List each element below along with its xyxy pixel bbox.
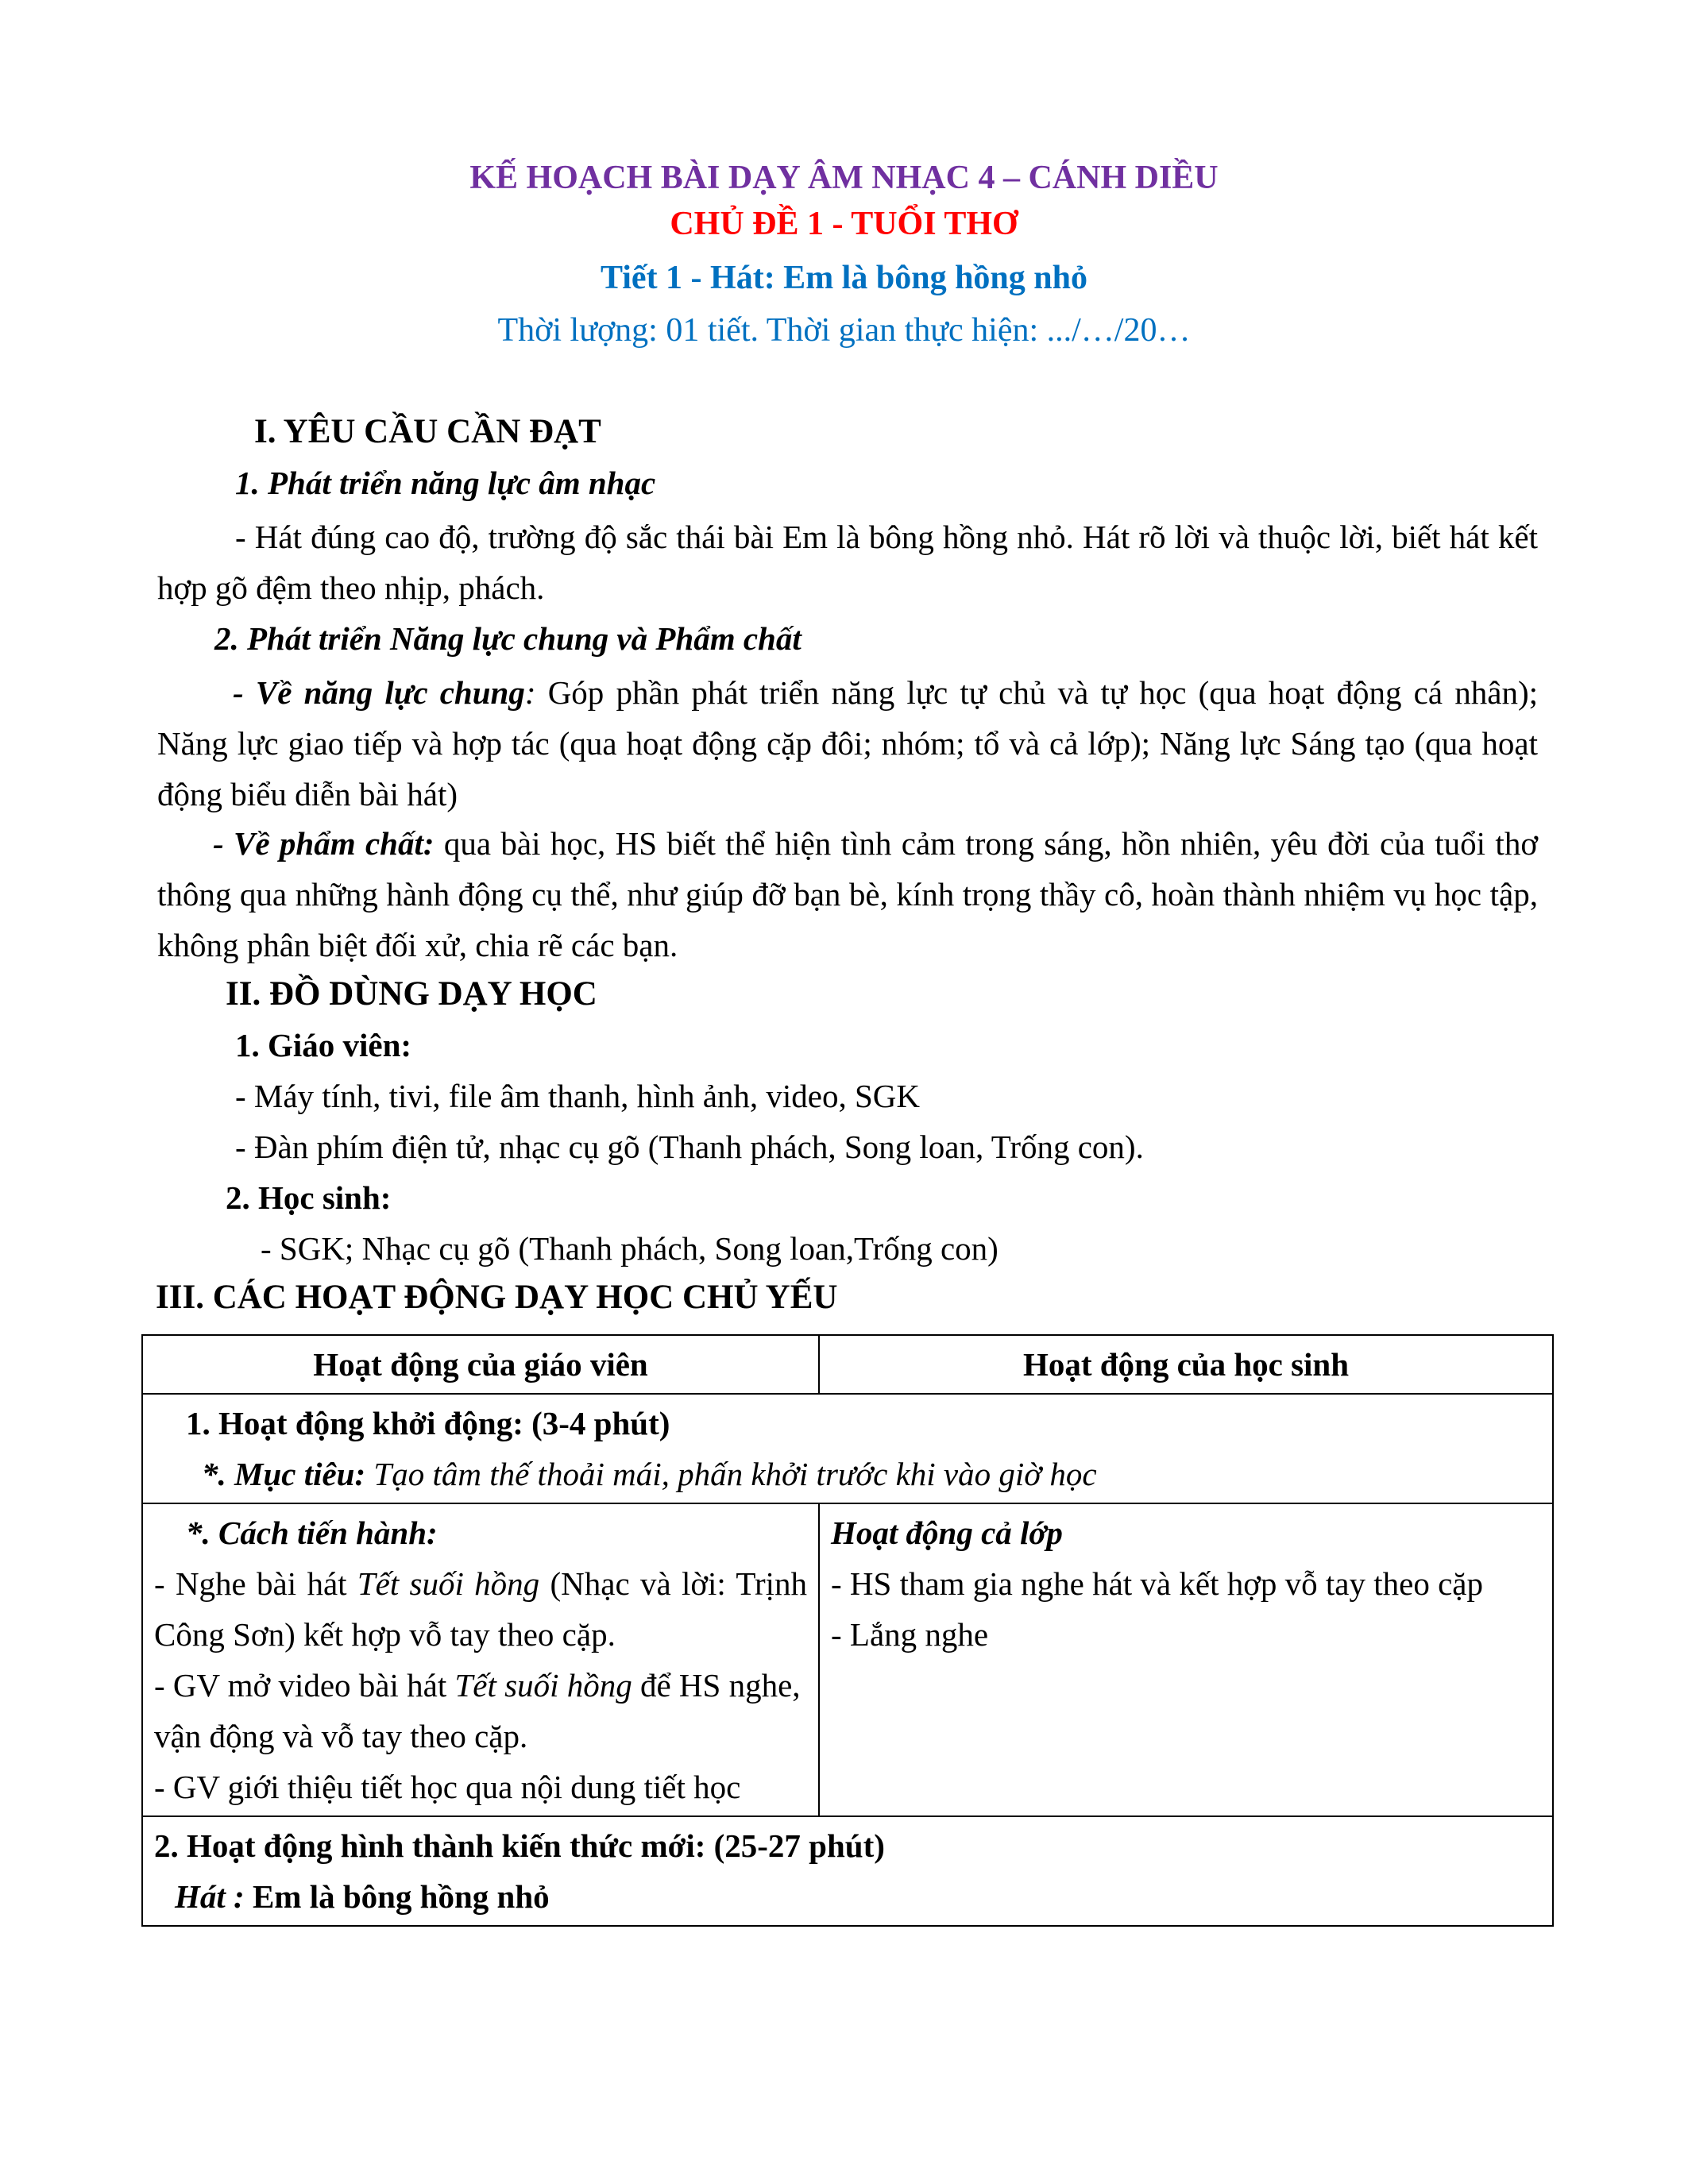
activity1-goal-text: Tạo tâm thế thoải mái, phấn khởi trước khi vào giờ học [365,1456,1097,1492]
activity1-teacher-cell [142,1503,819,1816]
step-text: - GV mở video bài hát [154,1667,455,1704]
activity1-student-step: - HS tham gia nghe hát và kết hợp vỗ tay theo cặp [831,1565,1483,1602]
quality-label: - Về phẩm chất: [213,825,435,862]
table-row [142,1503,1553,1816]
section2-heading: II. ĐỒ DÙNG DẠY HỌC [226,975,597,1013]
activity1-student-label: Hoạt động cả lớp [831,1515,1063,1551]
lesson-duration: Thời lượng: 01 tiết. Thời gian thực hiện: .../…/20… [497,312,1191,349]
plan-title: KẾ HOẠCH BÀI DẠY ÂM NHẠC 4 – CÁNH DIỀU [469,160,1219,196]
teacher-material-item: - Đàn phím điện tử, nhạc cụ gõ (Thanh phách, Song loan, Trống con). [235,1129,1144,1165]
activity1-title: 1. Hoạt động khởi động: (3-4 phút) [186,1405,670,1441]
activity1-student-cell [819,1503,1553,1816]
song-title: Tết suối hồng [454,1667,632,1704]
student-materials-heading: 2. Học sinh: [226,1179,392,1216]
activity1-goal-label: *. Mục tiêu: [202,1456,366,1492]
table-row [142,1816,1553,1926]
song-title: Tết suối hồng [357,1565,540,1602]
activity1-teacher-step [154,1558,807,1660]
quality-text: qua bài học, HS biết thể hiện tình cảm trong sáng, hồn nhiên, yêu đời của tuổi thơ thông qua những hành động cụ thể, như giúp đỡ bạn bè, kính trọng thầy cô, hoàn thành nhiệm vụ học tập, không phân biệt đối xử, chia rẽ các bạn. [157,825,1539,963]
step-text: để HS nghe, vận động và vỗ tay theo cặp. [154,1667,801,1754]
activity1-header-cell [142,1394,1553,1503]
activities-table [141,1334,1554,1927]
step-text: - Nghe bài hát [154,1565,357,1602]
general-competence-label: - Về năng lực chung [233,674,525,711]
general-competence-text: Góp phần phát triển năng lực tự chủ và tự học (qua hoạt động cá nhân); Năng lực giao tiếp và hợp tác (qua hoạt động cặp đôi; nhóm; tổ và cả lớp); Năng lực Sáng tạo (qua hoạt động biểu diễn bài hát) [157,674,1539,812]
activity1-teacher-step [154,1660,807,1761]
teacher-materials-heading: 1. Giáo viên: [235,1027,412,1063]
student-material-item: - SGK; Nhạc cụ gõ (Thanh phách, Song loan,Trống con) [261,1230,999,1267]
student-column-header: Hoạt động của học sinh [819,1335,1553,1394]
general-competence-paragraph [157,667,1538,820]
lesson-title: Tiết 1 - Hát: Em là bông hồng nhỏ [601,260,1087,296]
activity1-method-label: *. Cách tiến hành: [186,1515,438,1551]
table-row [142,1394,1553,1503]
activity2-header-cell [142,1816,1553,1926]
teacher-column-header: Hoạt động của giáo viên [142,1335,819,1394]
section1-sub1-text: - Hát đúng cao độ, trường độ sắc thái bài Em là bông hồng nhỏ. Hát rõ lời và thuộc lời, biết hát kết hợp gõ đệm theo nhịp, phách. [157,519,1538,606]
section3-heading: III. CÁC HOẠT ĐỘNG DẠY HỌC CHỦ YẾU [156,1279,838,1316]
section1-sub2-heading: 2. Phát triển Năng lực chung và Phẩm chất [214,620,802,657]
activity2-sub-label: Hát : [175,1878,245,1915]
activity2-title: 2. Hoạt động hình thành kiến thức mới: (25-27 phút) [154,1827,885,1864]
section1-heading: I. YÊU CẦU CẦN ĐẠT [254,413,601,450]
activity1-student-step: - Lắng nghe [831,1616,989,1653]
teacher-material-item: - Máy tính, tivi, file âm thanh, hình ảnh, video, SGK [235,1078,921,1114]
activity2-sub-text: Em là bông hồng nhỏ [244,1878,550,1915]
section1-sub1-heading: 1. Phát triển năng lực âm nhạc [235,465,656,501]
topic-title: CHỦ ĐỀ 1 - TUỔI THƠ [670,206,1018,242]
activity1-teacher-step: - GV giới thiệu tiết học qua nội dung tiết học [154,1769,741,1805]
general-competence-colon: : [524,674,536,711]
step-text: (Nhạc và lời: Trịnh Công Sơn) kết hợp vỗ tay theo cặp. [154,1565,807,1653]
table-header-row [142,1335,1553,1394]
quality-paragraph [157,818,1538,970]
activity2-subtitle [154,1871,1541,1922]
activity1-goal [154,1449,1541,1499]
